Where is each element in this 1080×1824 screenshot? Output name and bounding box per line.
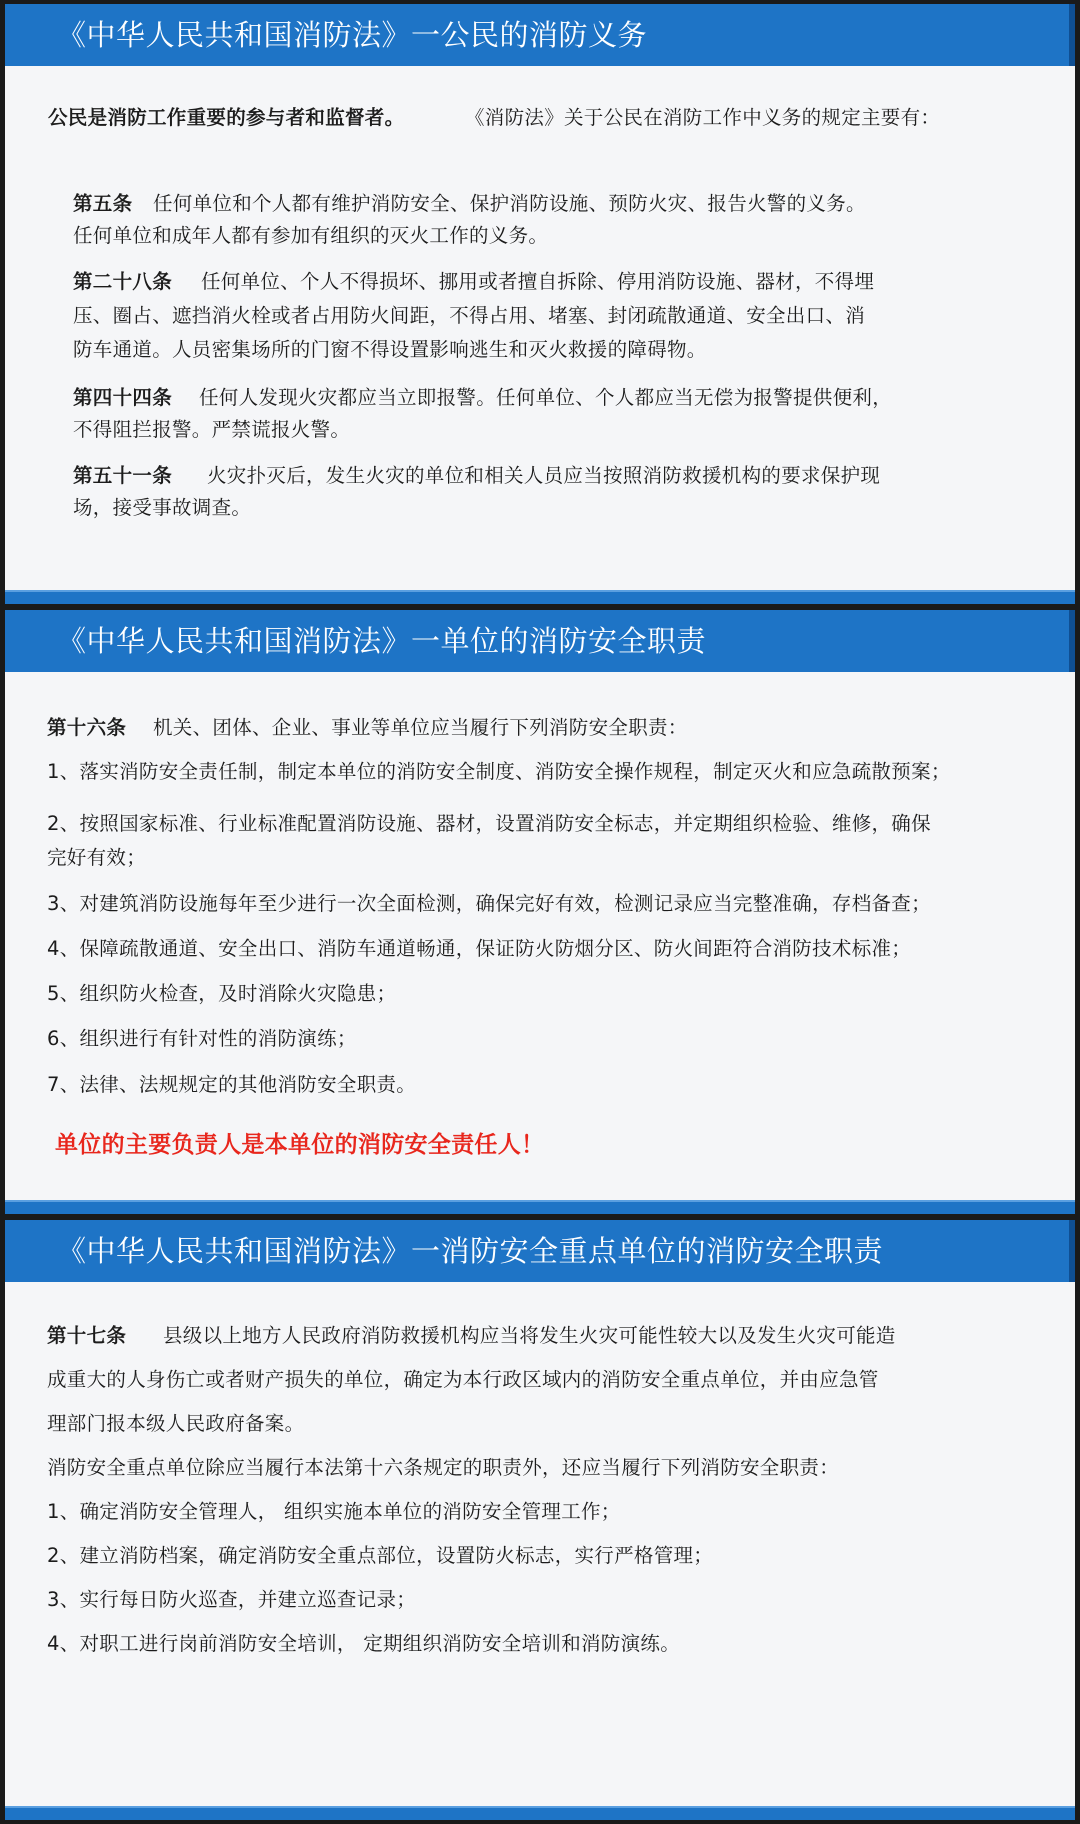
duty-item: 2、按照国家标准、行业标准配置消防设施、器材，设置消防安全标志，并定期组织检验、维修，确保 [47,812,931,835]
article-line: 防车通道。人员密集场所的门窗不得设置影响逃生和灭火救援的障碍物。 [73,338,707,361]
footer-bar [5,1806,1075,1820]
duty-item: 3、对建筑消防设施每年至少进行一次全面检测，确保完好有效，检测记录应当完整准确，存档备查； [47,892,931,915]
duty-item: 3、实行每日防火巡查，并建立巡查记录； [47,1588,417,1611]
duty-item: 6、组织进行有针对性的消防演练； [47,1027,357,1050]
article-line: 压、圈占、遮挡消火栓或者占用防火间距，不得占用、堵塞、封闭疏散通道、安全出口、消 [73,304,866,327]
footer-bar [5,590,1075,604]
intro-text: 《消防法》关于公民在消防工作中义务的规定主要有： [465,106,941,129]
duty-item: 完好有效； [47,846,147,869]
emphasis-note: 单位的主要负责人是本单位的消防安全责任人！ [55,1132,545,1158]
slide-title: 《中华人民共和国消防法》一公民的消防义务 [57,18,648,52]
duty-item: 1、落实消防安全责任制，制定本单位的消防安全制度、消防安全操作规程，制定灭火和应急疏散预案； [47,760,951,783]
intro-bold: 公民是消防工作重要的参与者和监督者。 [48,106,405,129]
slide-unit-duties [5,610,1075,1214]
article-line: 场，接受事故调查。 [73,496,252,519]
slide-citizen-duties [5,4,1075,604]
article-label: 第五条 [73,192,133,215]
slide-key-unit-duties [5,1220,1075,1820]
article-label: 第四十四条 [73,386,173,409]
duty-item: 1、确定消防安全管理人， 组织实施本单位的消防安全管理工作； [47,1500,621,1523]
duty-item: 2、建立消防档案，确定消防安全重点部位，设置防火标志，实行严格管理； [47,1544,714,1567]
article-label: 第二十八条 [73,270,173,293]
article-line: 任何单位和成年人都有参加有组织的灭火工作的义务。 [73,224,549,247]
article-label: 第十六条 [47,716,127,739]
article-line: 不得阻拦报警。严禁谎报火警。 [73,418,351,441]
article-line: 成重大的人身伤亡或者财产损失的单位，确定为本行政区域内的消防安全重点单位，并由应急管 [47,1368,879,1391]
article-label: 第五十一条 [73,464,173,487]
duty-item: 4、对职工进行岗前消防安全培训， 定期组织消防安全培训和消防演练。 [47,1632,681,1655]
article-label: 第十七条 [47,1324,127,1347]
lead-text: 消防安全重点单位除应当履行本法第十六条规定的职责外，还应当履行下列消防安全职责： [47,1456,840,1479]
article-text: 机关、团体、企业、事业等单位应当履行下列消防安全职责： [153,716,688,739]
article-line: 理部门报本级人民政府备案。 [47,1412,305,1435]
article-line: 任何单位、个人不得损坏、挪用或者擅自拆除、停用消防设施、器材，不得埋 [201,270,875,293]
article-line: 火灾扑灭后，发生火灾的单位和相关人员应当按照消防救援机构的要求保护现 [207,464,881,487]
duty-item: 7、法律、法规规定的其他消防安全职责。 [47,1073,417,1096]
slide-title: 《中华人民共和国消防法》一单位的消防安全职责 [57,624,707,658]
slide-title: 《中华人民共和国消防法》一消防安全重点单位的消防安全职责 [57,1234,884,1268]
duty-item: 4、保障疏散通道、安全出口、消防车通道畅通，保证防火防烟分区、防火间距符合消防技术标准； [47,937,912,960]
article-line: 县级以上地方人民政府消防救援机构应当将发生火灾可能性较大以及发生火灾可能造 [163,1324,896,1347]
article-line: 任何单位和个人都有维护消防安全、保护消防设施、预防火灾、报告火警的义务。 [153,192,866,215]
duty-item: 5、组织防火检查，及时消除火灾隐患； [47,982,397,1005]
article-line: 任何人发现火灾都应当立即报警。任何单位、个人都应当无偿为报警提供便利， [199,386,893,409]
footer-bar [5,1200,1075,1214]
